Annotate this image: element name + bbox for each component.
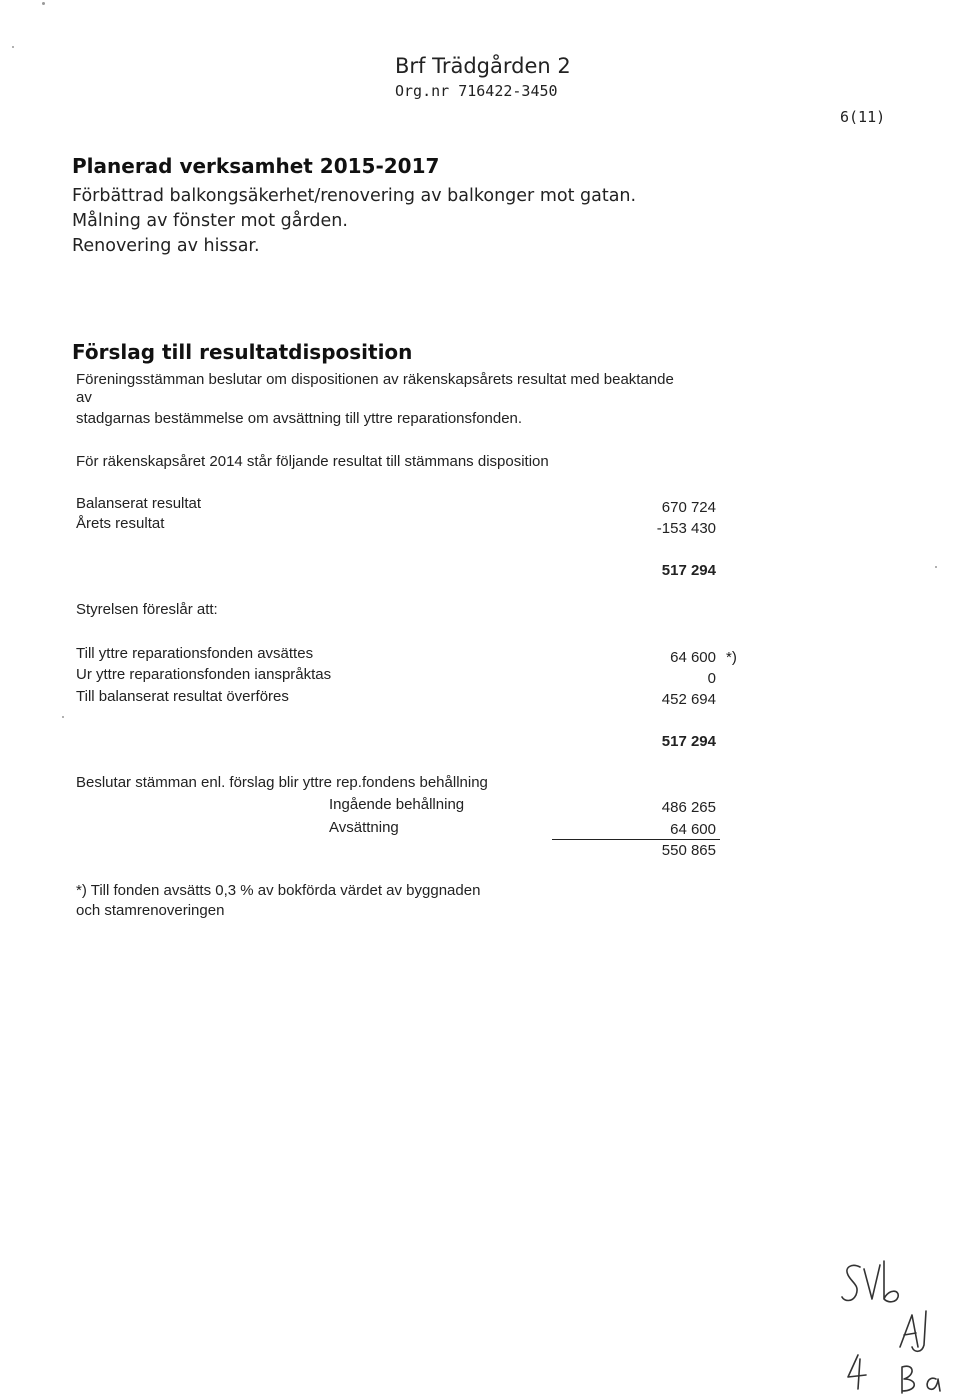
scan-speck [62,716,64,718]
planned-item: Målning av fönster mot gården. [72,211,348,231]
footnote: *) Till fonden avsätts 0,3 % av bokförda värdet av byggnaden [76,882,481,899]
board-proposal-text: Styrelsen föreslår att: [76,601,218,618]
result-value: -153 430 [656,520,716,537]
disposition-intro: stadgarnas bestämmelse om avsättning till yttre reparationsfonden. [76,410,523,427]
results-total: 517 294 [661,562,716,579]
fund-row-label: Avsättning [329,819,399,836]
scan-speck [12,46,14,48]
footnote: och stamrenoveringen [76,902,225,919]
result-label: Balanserat resultat [76,495,202,512]
disposition-title: Förslag till resultatdisposition [72,340,413,364]
scan-speck [935,566,937,568]
footnote-marker: *) [726,649,737,666]
handwritten-initials [830,1255,960,1396]
proposals-total: 517 294 [661,733,716,750]
disposition-intro: av [76,389,92,406]
fund-row-value: 486 265 [661,799,716,816]
fund-balance-text: Beslutar stämman enl. förslag blir yttre rep.fondens behållning [76,774,488,791]
proposal-value: 64 600 [670,649,716,666]
result-value: 670 724 [661,499,716,516]
association-name: Brf Trädgården 2 [395,54,571,78]
organisation-number: Org.nr 716422-3450 [395,82,558,100]
planned-activities-title: Planerad verksamhet 2015-2017 [72,154,440,178]
fiscal-year-text: För räkenskapsåret 2014 står följande resultat till stämmans disposition [76,453,549,470]
page-number: 6(11) [840,108,886,126]
fund-total: 550 865 [661,842,716,859]
proposal-label: Till balanserat resultat överföres [76,688,289,705]
sum-rule [552,839,720,840]
fund-row-value: 64 600 [670,821,716,838]
disposition-intro: Föreningsstämman beslutar om dispositionen av räkenskapsårets resultat med beaktande [76,371,674,388]
planned-item: Renovering av hissar. [72,236,260,256]
scan-speck [42,2,45,5]
proposal-value: 0 [707,670,716,687]
proposal-label: Ur yttre reparationsfonden ianspråktas [76,666,332,683]
fund-row-label: Ingående behållning [329,796,465,813]
proposal-value: 452 694 [661,691,716,708]
proposal-label: Till yttre reparationsfonden avsättes [76,645,314,662]
result-label: Årets resultat [76,515,165,532]
planned-item: Förbättrad balkongsäkerhet/renovering av balkonger mot gatan. [72,186,637,206]
